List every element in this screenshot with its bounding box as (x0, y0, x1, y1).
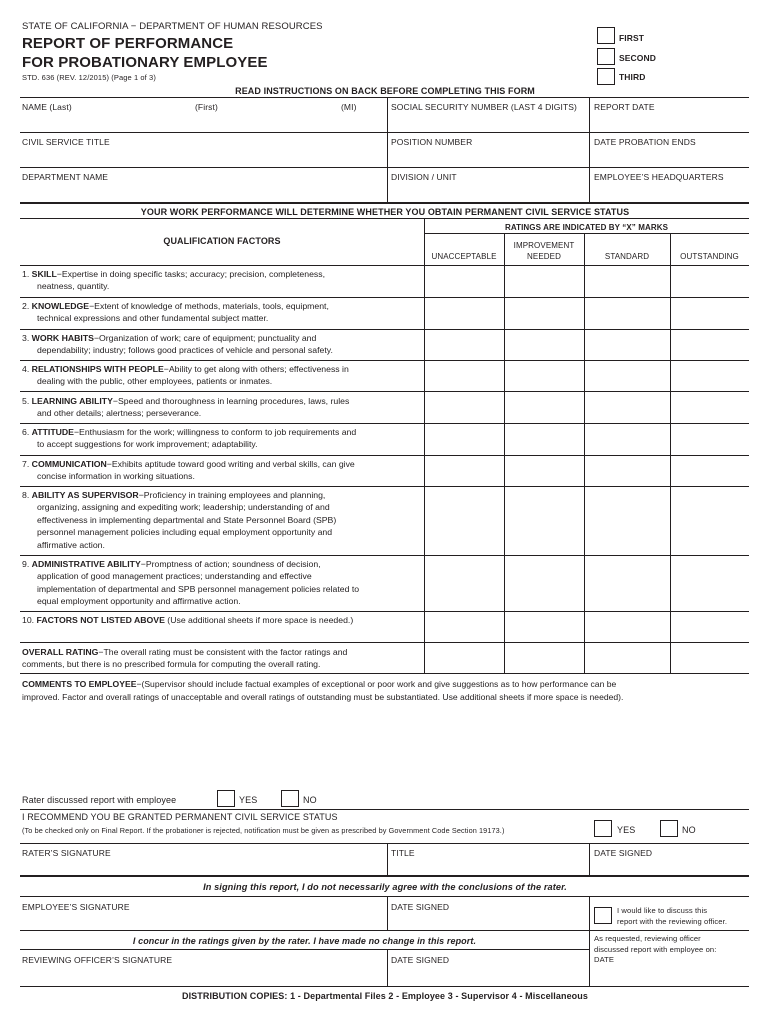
position-number-label: POSITION NUMBER (391, 137, 473, 147)
employee-signature-label: EMPLOYEE’S SIGNATURE (22, 902, 130, 912)
first-report-checkbox[interactable] (597, 27, 615, 44)
civil-service-title-label: CIVIL SERVICE TITLE (22, 137, 110, 147)
discussed-yes-checkbox[interactable] (217, 790, 235, 807)
col-outstanding: OUTSTANDING (680, 252, 739, 261)
first-report-label: FIRST (619, 33, 645, 43)
divider (20, 167, 749, 168)
divider (20, 132, 749, 133)
rater-discussed-label: Rater discussed report with employee (22, 795, 177, 805)
raters-signature-label: RATER’S SIGNATURE (22, 848, 111, 858)
name-last-label: NAME (Last) (22, 102, 72, 112)
instructions-notice: READ INSTRUCTIONS ON BACK BEFORE COMPLETING THIS FORM (235, 86, 535, 96)
grid-line (424, 218, 425, 673)
divider (20, 97, 749, 98)
reviewer-date-field[interactable] (388, 965, 588, 985)
raters-signature-field[interactable] (20, 858, 386, 875)
ssn-label: SOCIAL SECURITY NUMBER (LAST 4 DIGITS) (391, 102, 577, 112)
divider (20, 486, 749, 487)
divider (20, 875, 749, 877)
rater-date-signed-label: DATE SIGNED (594, 848, 653, 858)
agency-line: STATE OF CALIFORNIA − DEPARTMENT OF HUMAN RESOURCES (22, 21, 323, 32)
requested-line2: discussed report with employee on: (594, 945, 717, 954)
divider (20, 986, 749, 987)
name-first-label: (First) (195, 102, 218, 112)
employee-signature-field[interactable] (20, 912, 386, 930)
discussed-yes-label: YES (239, 795, 258, 805)
factor-attitude: 6. ATTITUDE−Enthusiasm for the work; willingness to conform to job requirements and to accept suggestions for work improvement; adaptability. (22, 427, 357, 450)
form-number: STD. 636 (REV. 12/2015) (Page 1 of 3) (22, 73, 156, 82)
grid-line (584, 233, 585, 673)
employee-hq-field[interactable] (590, 182, 748, 202)
factor-administrative-ability: 9. ADMINISTRATIVE ABILITY−Promptness of action; soundness of decision, application of good management practices; understanding and effective implementation of departmental and SPB personnel management policies related to equal employment opportunity and affirmative action. (22, 559, 360, 607)
divider (20, 896, 749, 897)
recommend-no-checkbox[interactable] (660, 820, 678, 837)
comments-field[interactable] (20, 706, 749, 786)
divider (20, 423, 749, 424)
divider (20, 642, 749, 643)
discuss-with-reviewer-checkbox[interactable] (594, 907, 612, 924)
rater-date-field[interactable] (590, 858, 748, 875)
factor-relationships: 4. RELATIONSHIPS WITH PEOPLE−Ability to get along with others; effectiveness in dealing with the public, other employees, patients or inmates. (22, 364, 349, 387)
recommend-yes-label: YES (617, 825, 636, 835)
form-title-line2: FOR PROBATIONARY EMPLOYEE (22, 54, 268, 71)
divider (20, 455, 749, 456)
reviewing-officer-signature-field[interactable] (20, 965, 386, 985)
department-name-field[interactable] (20, 182, 386, 202)
disclaimer: In signing this report, I do not necessarily agree with the conclusions of the rater. (203, 882, 567, 892)
name-mi-label: (MI) (341, 102, 357, 112)
divider (20, 949, 589, 950)
reviewer-date-signed-label: DATE SIGNED (391, 955, 450, 965)
discussed-no-label: NO (303, 795, 317, 805)
divider (20, 265, 749, 266)
department-name-label: DEPARTMENT NAME (22, 172, 109, 182)
divider (20, 555, 749, 556)
divider (20, 297, 749, 298)
report-date-label: REPORT DATE (594, 102, 655, 112)
grid-line (504, 233, 505, 673)
division-unit-label: DIVISION / UNIT (391, 172, 457, 182)
col-standard: STANDARD (604, 252, 650, 261)
report-date-field[interactable] (590, 112, 748, 132)
col-unacceptable: UNACCEPTABLE (431, 252, 497, 261)
divider (20, 360, 749, 361)
date-probation-ends-field[interactable] (590, 147, 748, 167)
divider (20, 218, 749, 219)
recommend-yes-checkbox[interactable] (594, 820, 612, 837)
concur-statement: I concur in the ratings given by the rater. I have made no change in this report. (132, 936, 477, 946)
factor-work-habits: 3. WORK HABITS−Organization of work; care of equipment; punctuality and dependability; industry; follows good practices of vehicle and personal safety. (22, 333, 333, 356)
factor-communication: 7. COMMUNICATION−Exhibits aptitude toward good writing and verbal skills, can give concise information in working situations. (22, 459, 355, 482)
second-report-checkbox[interactable] (597, 48, 615, 65)
divider (20, 329, 749, 330)
ratings-banner: YOUR WORK PERFORMANCE WILL DETERMINE WHETHER YOU OBTAIN PERMANENT CIVIL SERVICE STATUS (140, 207, 630, 217)
rater-title-field[interactable] (388, 858, 588, 875)
divider (20, 809, 749, 810)
divider (20, 611, 749, 612)
requested-date-label: DATE (594, 955, 615, 964)
grid-line (670, 233, 671, 673)
reviewing-officer-signature-label: REVIEWING OFFICER’S SIGNATURE (22, 955, 173, 965)
qualification-factors-header: QUALIFICATION FACTORS (163, 236, 281, 246)
divider (20, 391, 749, 392)
civil-service-title-field[interactable] (20, 147, 386, 167)
divider (424, 233, 749, 234)
third-report-label: THIRD (619, 72, 646, 82)
ratings-indicated-note: RATINGS ARE INDICATED BY “X” MARKS (504, 223, 669, 232)
date-probation-ends-label: DATE PROBATION ENDS (594, 137, 696, 147)
division-unit-field[interactable] (388, 182, 588, 202)
divider (20, 673, 749, 674)
factor-learning-ability: 5. LEARNING ABILITY−Speed and thoroughness in learning procedures, laws, rules and other details; alertness; perseverance. (22, 396, 350, 419)
col-needed: NEEDED (527, 252, 561, 261)
recommend-line1: I RECOMMEND YOU BE GRANTED PERMANENT CIVIL SERVICE STATUS (22, 812, 338, 822)
distribution-copies: DISTRIBUTION COPIES: 1 - Departmental Files 2 - Employee 3 - Supervisor 4 - Miscellaneous (181, 991, 588, 1001)
overall-rating: OVERALL RATING−The overall rating must be consistent with the factor ratings and comments, but there is no prescribed formula for computing the overall rating. (22, 647, 348, 670)
employee-hq-label: EMPLOYEE’S HEADQUARTERS (594, 172, 724, 182)
name-field[interactable] (20, 112, 386, 132)
divider (589, 896, 590, 930)
factor-ability-as-supervisor: 8. ABILITY AS SUPERVISOR−Proficiency in training employees and planning, organizing, assigning and expediting work; leadership; understanding of and effectiveness in implementing departmental and State Personnel Board (SPB) personnel management policies including equal employment opportunity and affirmative action. (22, 490, 337, 550)
employee-date-signed-label: DATE SIGNED (391, 902, 450, 912)
factor-skill: 1. SKILL−Expertise in doing specific tasks; accuracy; precision, completeness, neatness, quantity. (22, 269, 326, 292)
divider (20, 202, 749, 204)
recommend-no-label: NO (682, 825, 696, 835)
divider (20, 843, 749, 844)
review-discussion-date-field[interactable] (590, 965, 748, 985)
rater-title-label: TITLE (391, 848, 415, 858)
third-report-checkbox[interactable] (597, 68, 615, 85)
divider (20, 930, 749, 931)
form-title-line1: REPORT OF PERFORMANCE (22, 35, 234, 52)
factor-not-listed: 10. FACTORS NOT LISTED ABOVE (Use additional sheets if more space is needed.) (22, 615, 354, 625)
discussed-no-checkbox[interactable] (281, 790, 299, 807)
ssn-field[interactable] (388, 112, 588, 132)
discuss-line1: I would like to discuss this (617, 906, 708, 915)
recommend-line2: (To be checked only on Final Report. If the probationer is rejected, notification must be given as prescribed by Government Code Section 19173.) (22, 826, 505, 835)
position-number-field[interactable] (388, 147, 588, 167)
discuss-line2: report with the reviewing officer. (617, 917, 728, 926)
factor-knowledge: 2. KNOWLEDGE−Extent of knowledge of methods, materials, tools, equipment, technical expressions and other fundamental subject matter. (22, 301, 329, 324)
employee-date-field[interactable] (388, 912, 588, 930)
second-report-label: SECOND (619, 53, 656, 63)
comments-to-employee: COMMENTS TO EMPLOYEE−(Supervisor should include factual examples of exceptional or poor work and give suggestions as to how performance can be improved. Factor and overall ratings of unacceptable and overall ratings of outstanding must be substantiated. Use additional sheets if more space is needed). (22, 679, 624, 702)
col-improvement: IMPROVEMENT (513, 241, 575, 250)
requested-line1: As requested, reviewing officer (594, 934, 701, 943)
